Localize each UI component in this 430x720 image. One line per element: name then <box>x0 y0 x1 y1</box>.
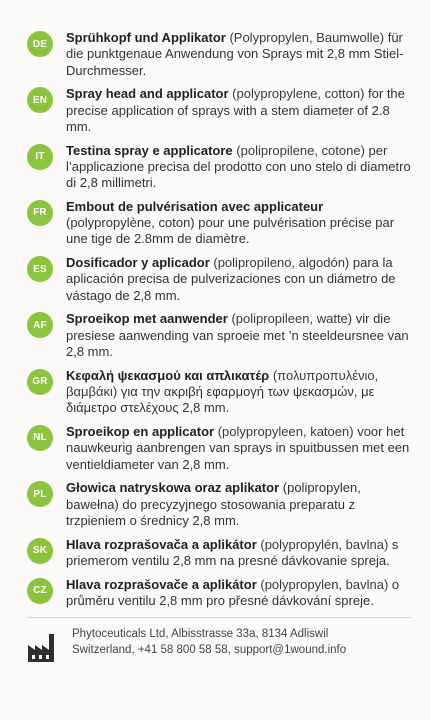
product-name: Embout de pulvérisation avec applicateur <box>66 198 324 214</box>
language-entry <box>27 143 412 192</box>
entry-text <box>66 311 412 360</box>
language-code-badge: GR <box>27 369 53 395</box>
manufacturer-footer <box>27 626 412 663</box>
language-entry <box>27 577 412 610</box>
divider <box>27 617 412 618</box>
address-line-1: Phytoceuticals Ltd, Albisstrasse 33a, 8134 Adliswil <box>72 627 329 640</box>
language-code-badge: PL <box>27 481 53 507</box>
language-entry <box>27 424 412 473</box>
language-entry <box>27 480 412 529</box>
address-line-2: Switzerland, +41 58 800 58 58, support@1wound.info <box>72 643 347 656</box>
language-code-badge: IT <box>27 144 53 170</box>
product-name: Dosificador y aplicador <box>66 255 210 271</box>
entry-text <box>66 255 412 304</box>
language-entry <box>27 86 412 135</box>
product-name: Hlava rozprašovače a aplikátor <box>66 576 257 592</box>
product-description: para la aplicación precisa de pulverizaciones con un diámetro de vástago de 2,8 mm. <box>66 255 396 303</box>
entry-text <box>66 537 412 570</box>
product-name: Spray head and applicator <box>66 86 229 102</box>
product-name: Sproeikop en applicator <box>66 423 215 439</box>
entry-list <box>27 30 412 609</box>
product-description: για την ακριβή εφαρμογή των ψεκασμών, με διάμετρο στελέχους 2,8 mm. <box>66 383 375 416</box>
factory-icon <box>27 631 57 663</box>
product-name: Sprühkopf und Applikator <box>66 30 226 45</box>
entry-text <box>66 199 412 248</box>
material-info: (polypropylén, bavlna) <box>256 536 389 552</box>
material-info: (πολυπροπυλένιο, βαμβάκι) <box>66 367 379 399</box>
manufacturer-address <box>72 626 346 658</box>
entry-text <box>66 368 412 417</box>
product-name: Hlava rozprašovača a aplikátor <box>66 536 257 552</box>
material-info: (Polypropylen, Baumwolle) <box>225 30 385 45</box>
entry-text <box>66 480 412 529</box>
language-entry <box>27 30 412 79</box>
material-info: (polipropilene, cotone) <box>232 142 365 158</box>
product-name: Sproeikop met aanwender <box>66 311 228 327</box>
product-description: for the precise application of sprays with a stem diameter of 2.8 mm. <box>66 86 405 134</box>
entry-text <box>66 86 412 135</box>
product-description: s priemerom ventilu 2,8 mm na presné dávkovanie spreja. <box>66 536 399 568</box>
entry-text <box>66 143 412 192</box>
material-info: (polypropylen, bavlna) <box>256 576 389 592</box>
language-entry <box>27 255 412 304</box>
product-name: Głowica natryskowa oraz aplikator <box>66 480 280 496</box>
product-name: Testina spray e applicatore <box>66 142 233 158</box>
product-description: für die punktgenaue Anwendung von Sprays mit 2,8 mm Stiel-Durchmesser. <box>66 30 404 78</box>
language-code-badge: SK <box>27 538 53 564</box>
product-name: Κεφαλή ψεκασμού και απλικατέρ <box>66 367 270 383</box>
material-info: (polipropileen, watte) <box>227 311 353 327</box>
language-code-badge: EN <box>27 87 53 113</box>
language-entry <box>27 368 412 417</box>
product-description: (polypropylène, coton) pour une pulvérisation précise par une tige de 2.8mm de diamètre. <box>66 215 395 247</box>
language-entry <box>27 199 412 248</box>
language-entry <box>27 537 412 570</box>
entry-text <box>66 424 412 473</box>
material-info: (polipropileno, algodón) <box>209 255 350 271</box>
entry-text <box>66 577 412 610</box>
product-description: per l’applicazione precisa del prodotto con uno stelo di diametro di 2,8 millimetri. <box>66 142 411 191</box>
material-info: (polypropylene, cotton) <box>228 86 365 102</box>
product-description: voor het nauwkeurig aanbrengen van sprays in spuitbussen met een ventieldiameter van 2,8 mm. <box>66 423 410 472</box>
entry-text <box>66 30 412 79</box>
material-info: (polypropyleen, katoen) <box>214 423 354 439</box>
language-entry <box>27 311 412 360</box>
language-code-badge: CZ <box>27 578 53 604</box>
product-description: o průměru ventilu 2,8 mm pro přesné dávkování spreje. <box>66 576 400 608</box>
product-description: vir die presiese aanwending van sproeie met ’n steeldeursnee van 2,8 mm. <box>66 311 409 359</box>
product-description: (polipropylen, bawełna) do precyzyjnego stosowania preparatu z trzpieniem o średnicy 2,8 mm. <box>66 480 361 528</box>
language-code-badge: DE <box>27 31 53 57</box>
language-code-badge: ES <box>27 256 53 282</box>
language-code-badge: FR <box>27 200 53 226</box>
language-code-badge: AF <box>27 312 53 338</box>
language-code-badge: NL <box>27 425 53 451</box>
